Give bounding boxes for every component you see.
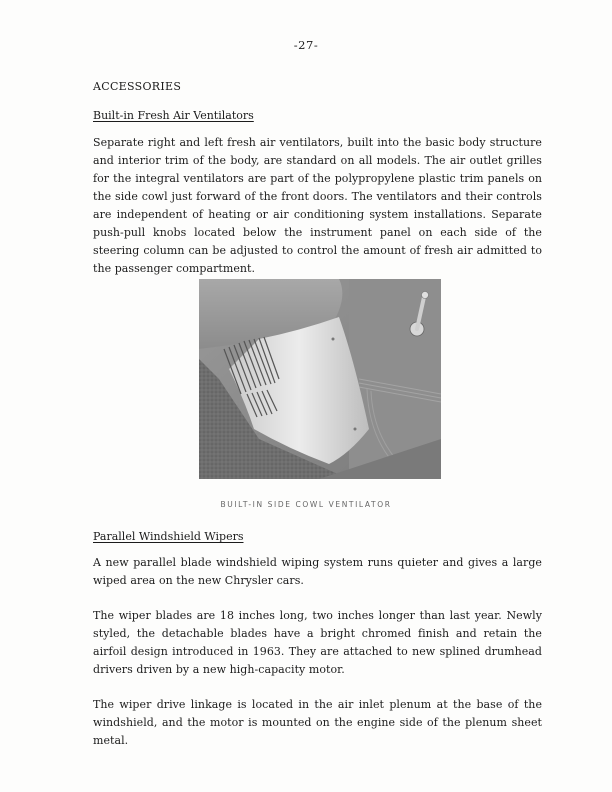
- wipers-heading: Parallel Windshield Wipers: [93, 530, 244, 543]
- ventilators-heading: Built-in Fresh Air Ventilators: [93, 109, 254, 122]
- panel-screw: [354, 428, 357, 431]
- page-number: -27-: [293, 38, 319, 52]
- wipers-paragraph: A new parallel blade windshield wiping system runs quieter and gives a large wiped area on the new Chrysler cars.: [93, 556, 542, 587]
- wipers-paragraph: The wiper drive linkage is located in the air inlet plenum at the base of the windshield, and the motor is mounted on the engine side of the plenum sheet metal.: [93, 698, 542, 747]
- cowl-ventilator-photo: [199, 279, 441, 479]
- panel-screw: [332, 338, 335, 341]
- section-heading: ACCESSORIES: [93, 80, 182, 93]
- photo-illustration: [199, 279, 441, 479]
- ventilators-paragraph: Separate right and left fresh air ventilators, built into the basic body structure and interior trim of the body, are standard on all models. The air outlet grilles for the integral ventilators are part of the polypropylene plastic trim panels on the side cowl just forward of the front doors. The ventilators and their controls are independent of heating or air conditioning system installations. Separate push-pull knobs located below the instrument panel on each side of the steering column can be adjusted to control the amount of fresh air admitted to the passenger compartment.: [93, 136, 542, 275]
- wipers-paragraph: The wiper blades are 18 inches long, two inches longer than last year. Newly styled, the detachable blades have a bright chromed finish and retain the airfoil design introduced in 1963. They are attached to new splined drumhead drivers driven by a new high-capacity motor.: [93, 609, 542, 676]
- figure-caption: BUILT-IN SIDE COWL VENTILATOR: [220, 500, 392, 509]
